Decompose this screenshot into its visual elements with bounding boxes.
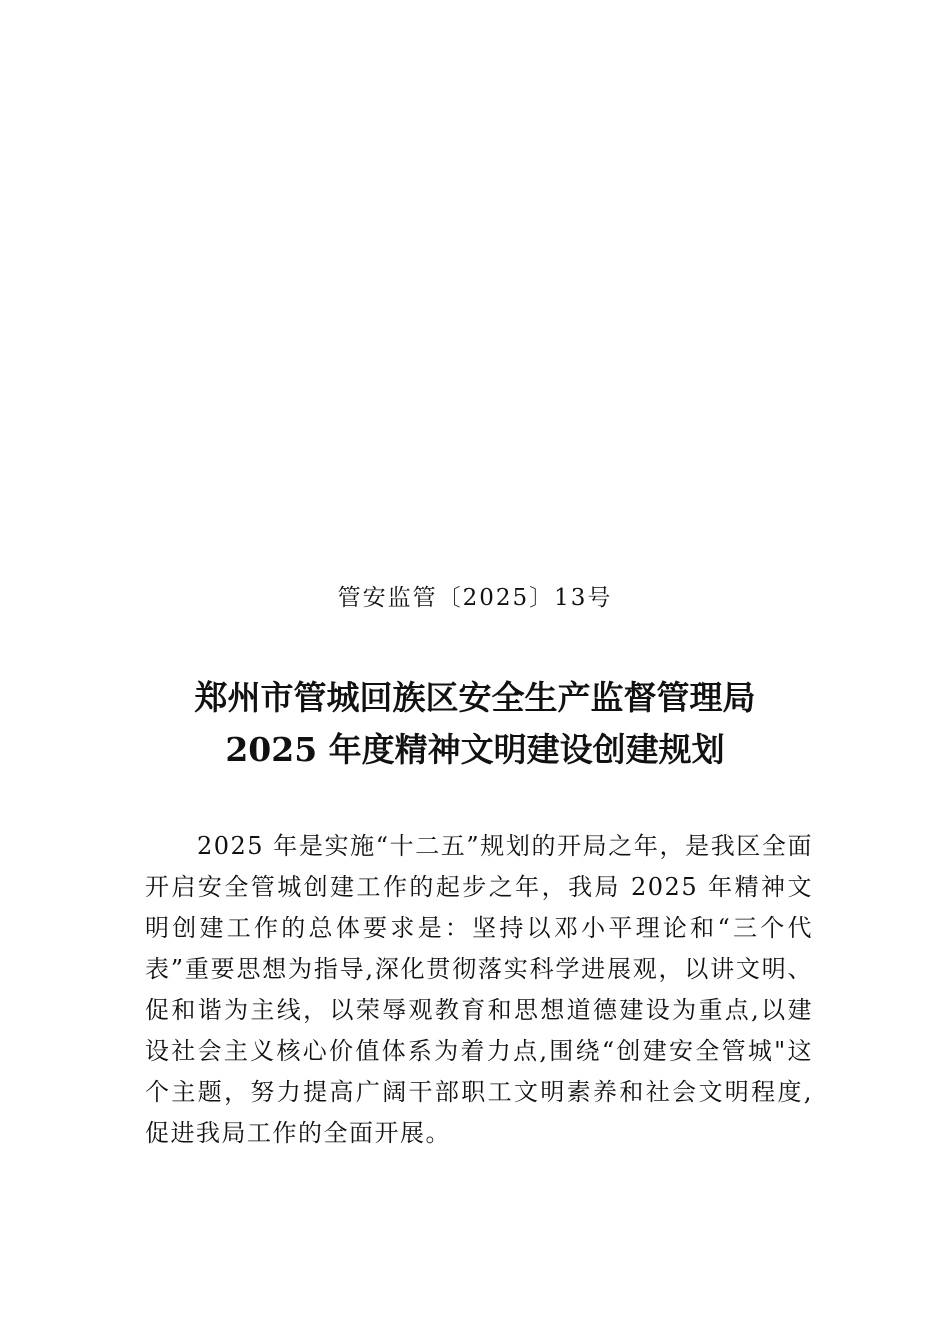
body-paragraph: 2025 年是实施“十二五”规划的开局之年，是我区全面开启安全管城创建工作的起步之年，我局 2025 年精神文明创建工作的总体要求是：坚持以邓小平理论和“三个代表”重要思想为指导,深化贯彻落实科学进展观，以讲文明、促和谐为主线，以荣辱观教育和思想道德建设为重点,以建设社会主义核心价值体系为着力点,围绕“创建安全管城"这个主题，努力提高广阔干部职工文明素养和社会文明程度,促进我局工作的全面开展。 [145, 832, 813, 1147]
document-number: 管安监管〔2025〕13号 [337, 585, 613, 611]
title-line-1: 郑州市管城回族区安全生产监督管理局 [194, 678, 756, 717]
document-title [0, 672, 950, 776]
title-line-2: 2025 年度精神文明建设创建规划 [225, 730, 725, 769]
